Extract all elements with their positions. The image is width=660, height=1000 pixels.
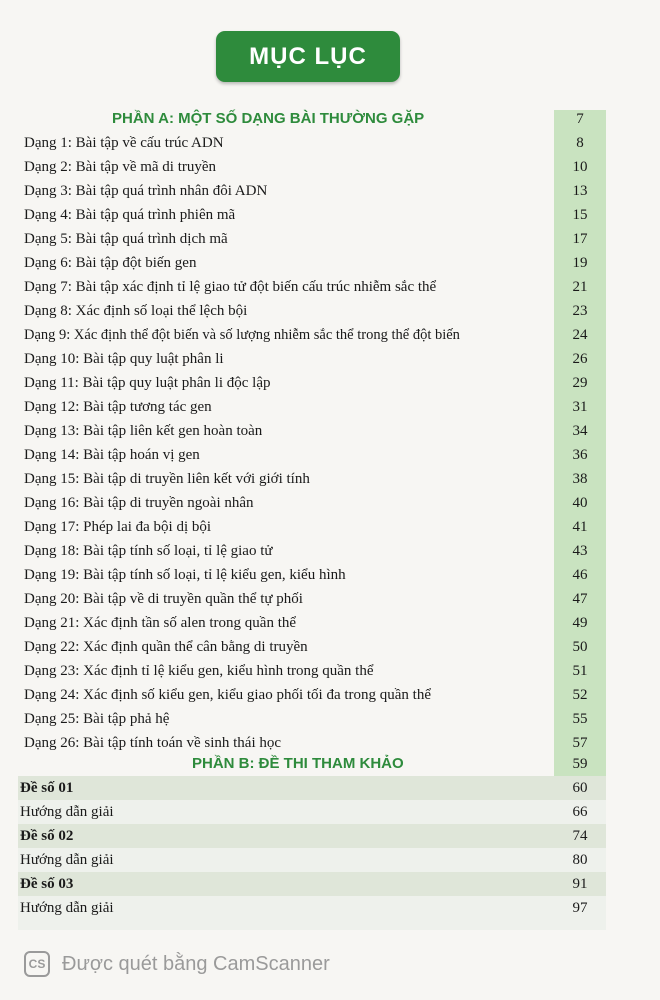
section-a-page: 7	[576, 111, 584, 127]
toc-label: Dạng 15: Bài tập di truyền liên kết với giới tính	[24, 471, 310, 487]
section-a-heading-row	[24, 107, 606, 131]
toc-row	[24, 227, 606, 251]
toc-row	[24, 419, 606, 443]
toc-label: Dạng 21: Xác định tần số alen trong quần thể	[24, 615, 297, 631]
camscanner-text: Được quét bằng CamScanner	[62, 952, 330, 975]
toc-row	[20, 824, 606, 848]
toc-row	[24, 443, 606, 467]
toc-label: Dạng 26: Bài tập tính toán về sinh thái học	[24, 735, 282, 751]
toc-label: Dạng 9: Xác định thể đột biến và số lượng nhiễm sắc thể trong thể đột biến	[24, 327, 460, 343]
toc-row	[20, 872, 606, 896]
toc-label: Dạng 18: Bài tập tính số loại, tỉ lệ giao tử	[24, 543, 273, 559]
section-a-heading: PHẦN A: MỘT SỐ DẠNG BÀI THƯỜNG GẶP	[112, 110, 425, 127]
toc-label: Dạng 12: Bài tập tương tác gen	[24, 399, 212, 415]
toc-page: 60	[572, 780, 588, 796]
toc-page: 38	[572, 471, 588, 487]
toc-label: Đề số 03	[20, 876, 74, 892]
toc-row	[20, 896, 606, 920]
toc-row	[24, 299, 606, 323]
camscanner-logo-icon: CS	[24, 951, 50, 977]
toc-label: Dạng 4: Bài tập quá trình phiên mã	[24, 207, 236, 223]
toc-page: 46	[572, 567, 588, 583]
toc-page: 23	[572, 303, 588, 319]
toc-page: 13	[572, 183, 588, 199]
toc-label: Hướng dẫn giải	[20, 804, 114, 820]
toc-row	[24, 515, 606, 539]
section-b-heading-row	[24, 752, 606, 776]
toc-label: Dạng 24: Xác định số kiểu gen, kiểu giao phối tối đa trong quần thể	[24, 687, 431, 703]
toc-row	[20, 800, 606, 824]
toc-page: 74	[572, 828, 588, 844]
toc-row	[20, 776, 606, 800]
toc-row	[24, 467, 606, 491]
toc-row	[24, 203, 606, 227]
toc-page: 10	[572, 159, 588, 175]
toc-label: Dạng 8: Xác định số loại thể lệch bội	[24, 303, 248, 319]
toc-label: Đề số 01	[20, 780, 74, 796]
toc-label: Dạng 11: Bài tập quy luật phân li độc lập	[24, 375, 271, 391]
toc-label: Dạng 5: Bài tập quá trình dịch mã	[24, 231, 228, 247]
toc-row	[24, 347, 606, 371]
toc-page: 55	[572, 711, 588, 727]
toc-row	[24, 131, 606, 155]
toc-row	[24, 395, 606, 419]
toc-page: 91	[572, 876, 588, 892]
toc-label: Đề số 02	[20, 828, 74, 844]
toc-page: 15	[572, 207, 588, 223]
toc-label: Dạng 19: Bài tập tính số loại, tỉ lệ kiểu gen, kiểu hình	[24, 567, 346, 583]
toc-row	[24, 275, 606, 299]
toc-page: 47	[572, 591, 588, 607]
toc-page: 97	[572, 900, 588, 916]
toc-label: Dạng 10: Bài tập quy luật phân li	[24, 351, 224, 367]
toc-page: 41	[572, 519, 588, 535]
toc-label: Dạng 3: Bài tập quá trình nhân đôi ADN	[24, 183, 268, 199]
toc-label: Dạng 14: Bài tập hoán vị gen	[24, 447, 200, 463]
section-b-page: 59	[572, 756, 588, 772]
toc-label: Dạng 7: Bài tập xác định tỉ lệ giao tử đột biến cấu trúc nhiễm sắc thể	[24, 279, 437, 295]
toc-row	[24, 611, 606, 635]
toc-label: Dạng 16: Bài tập di truyền ngoài nhân	[24, 495, 254, 511]
toc-page: 50	[572, 639, 588, 655]
toc-page: 17	[572, 231, 588, 247]
toc-page: 43	[572, 543, 588, 559]
toc-page: 40	[572, 495, 588, 511]
toc-page: 24	[572, 327, 588, 343]
toc-page: 26	[572, 351, 588, 367]
toc-page: 29	[572, 375, 588, 391]
toc-row	[20, 848, 606, 872]
toc-page: 8	[576, 135, 584, 151]
toc-row	[24, 251, 606, 275]
page-title: MỤC LỤC	[249, 42, 367, 70]
section-b-heading: PHẦN B: ĐỀ THI THAM KHẢO	[192, 755, 404, 772]
toc-label: Hướng dẫn giải	[20, 900, 114, 916]
toc-label: Dạng 23: Xác định tỉ lệ kiểu gen, kiểu hình trong quần thể	[24, 663, 374, 679]
toc-page: 49	[572, 615, 588, 631]
toc-label: Dạng 1: Bài tập về cấu trúc ADN	[24, 135, 224, 151]
toc-row	[24, 635, 606, 659]
camscanner-footer	[24, 950, 330, 978]
toc-label: Dạng 2: Bài tập về mã di truyền	[24, 159, 217, 175]
toc-page: 36	[572, 447, 588, 463]
toc-label: Dạng 20: Bài tập về di truyền quần thể tự phối	[24, 591, 303, 607]
title-banner	[216, 31, 400, 82]
toc-row	[24, 659, 606, 683]
toc-page: 57	[572, 735, 588, 751]
toc-page: 66	[572, 804, 588, 820]
toc-page: 21	[572, 279, 588, 295]
toc-label: Dạng 17: Phép lai đa bội dị bội	[24, 519, 212, 535]
toc-label: Dạng 22: Xác định quần thể cân bằng di truyền	[24, 639, 308, 655]
toc-row	[24, 707, 606, 731]
toc-label: Dạng 6: Bài tập đột biến gen	[24, 255, 197, 271]
toc-row	[24, 683, 606, 707]
toc-page: 80	[572, 852, 588, 868]
toc-label: Dạng 13: Bài tập liên kết gen hoàn toàn	[24, 423, 263, 439]
toc-label: Hướng dẫn giải	[20, 852, 114, 868]
toc-page: 34	[572, 423, 588, 439]
toc-row	[24, 491, 606, 515]
toc-page: 52	[572, 687, 588, 703]
toc-row	[24, 179, 606, 203]
toc-row	[24, 587, 606, 611]
toc-row	[24, 539, 606, 563]
toc-label: Dạng 25: Bài tập phả hệ	[24, 711, 170, 727]
toc-page: 31	[572, 399, 588, 415]
toc-row	[24, 155, 606, 179]
toc-row	[24, 323, 606, 347]
toc-page: 19	[572, 255, 588, 271]
toc-row	[24, 563, 606, 587]
toc-row	[24, 371, 606, 395]
toc-page: 51	[572, 663, 588, 679]
